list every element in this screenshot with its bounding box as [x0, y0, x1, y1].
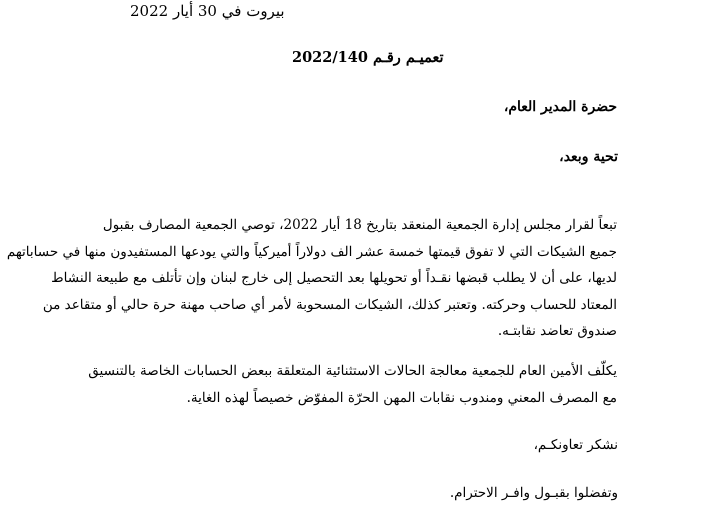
paragraph-decision: [6, 212, 617, 345]
paragraph-secretary: [88, 358, 617, 411]
date-line: بيروت في 30 أيار 2022: [130, 2, 285, 20]
paragraph-line: صندوق تعاضد نقابتـه.: [497, 323, 617, 339]
paragraph-line: لديها، على أن لا يطلب قبضها نقـداً أو تحويلها بعد التحصيل إلى خارج لبنان وإن تأتلف مع طبيعة النشاط: [51, 270, 617, 286]
paragraph-line: جميع الشيكات التي لا تفوق قيمتها خمسة عشر الف دولاراً أميركياً والتي يودعها المستفيدون منها في حساباتهم: [6, 243, 617, 260]
thanks-line: نشكر تعاونكـم،: [533, 437, 618, 453]
circular-number: تعميـم رقـم 2022/140: [292, 49, 444, 66]
paragraph-line: مع المصرف المعني ومندوب نقابات المهن الحرّة المفوّض خصيصاً لهذه الغاية.: [186, 389, 617, 406]
recipient-line: حضرة المدير العام،: [503, 99, 617, 115]
closing-line: وتفضلوا بقبـول وافـر الاحترام.: [449, 485, 618, 501]
paragraph-line: المعتاد للحساب وحركته. وتعتبر كذلك، الشيكات المسحوبة لأمر أي صاحب مهنة حرة حالي أو متقاعد من: [42, 296, 617, 313]
paragraph-line: يكلّف الأمين العام للجمعية معالجة الحالات الاستثنائية المتعلقة ببعض الحسابات الخاصة بالتنسيق: [88, 363, 617, 379]
greeting-line: تحية وبعد،: [559, 149, 618, 165]
paragraph-line: تبعاً لقرار مجلس إدارة الجمعية المنعقد بتاريخ 18 أيار 2022، توصي الجمعية المصارف بقبول: [102, 217, 617, 233]
